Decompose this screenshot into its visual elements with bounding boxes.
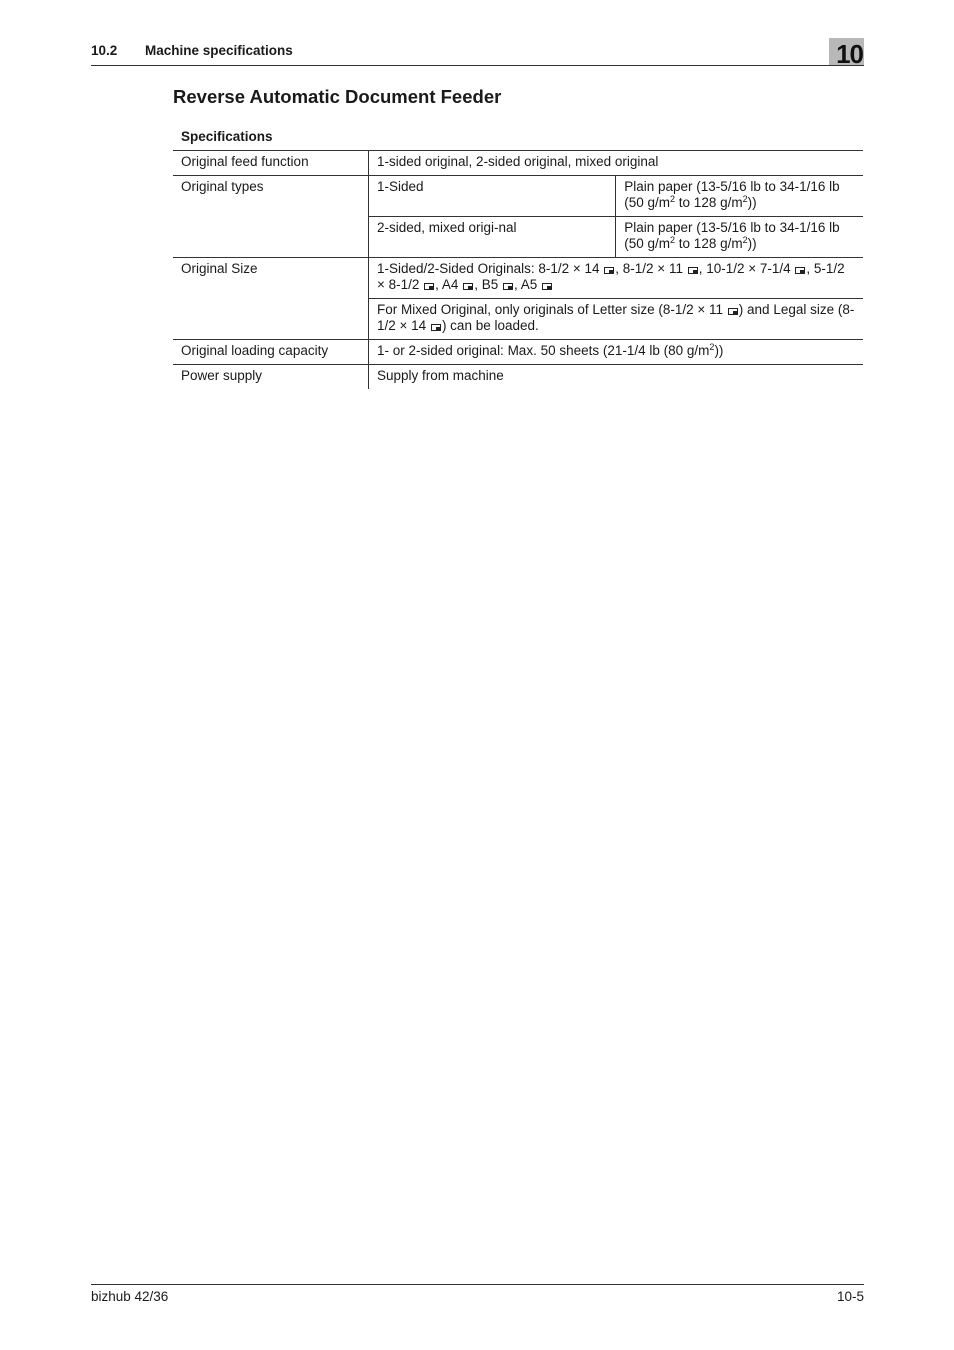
row-sub-label: 2-sided, mixed origi-nal (369, 217, 616, 258)
page-title: Reverse Automatic Document Feeder (173, 86, 502, 107)
row-label: Original loading capacity (173, 340, 369, 365)
table-row (173, 258, 863, 299)
paper-orientation-icon (728, 308, 738, 315)
table-row (173, 365, 863, 390)
row-value: Supply from machine (369, 365, 864, 390)
row-label: Original feed function (173, 151, 369, 176)
specifications-table (173, 150, 863, 389)
row-value: For Mixed Original, only originals of Letter size (8-1/2 × 11 ) and Legal size (8-1/2 × 14 ) can be loaded. (369, 299, 864, 340)
row-value: Plain paper (13-5/16 lb to 34-1/16 lb (50 $g/m^2$ to 128 $g/m^2$)) (616, 217, 863, 258)
page-number: 10-5 (836, 1289, 864, 1304)
paper-orientation-icon (431, 324, 441, 331)
row-label: Original Size (173, 258, 369, 340)
product-name: bizhub 42/36 (91, 1289, 169, 1304)
paper-orientation-icon (503, 283, 513, 290)
table-row (173, 340, 863, 365)
paper-orientation-icon (424, 283, 434, 290)
paper-orientation-icon (604, 267, 614, 274)
row-value: 1- or 2-sided original: Max. 50 sheets (21-1/4 lb (80 $g/m^2$)) (369, 340, 864, 365)
page-header (91, 39, 864, 69)
paper-orientation-icon (795, 267, 805, 274)
section-title: Machine specifications (145, 43, 293, 58)
table-caption: Specifications (181, 129, 273, 144)
chapter-number: 10 (836, 39, 863, 69)
paper-orientation-icon (542, 283, 552, 290)
section-number: 10.2 (91, 43, 118, 58)
paper-orientation-icon (463, 283, 473, 290)
table-row (173, 151, 863, 176)
table-row (173, 176, 863, 217)
row-value: 1-sided original, 2-sided original, mixed original (369, 151, 864, 176)
paper-orientation-icon (688, 267, 698, 274)
row-value: Plain paper (13-5/16 lb to 34-1/16 lb (50 $g/m^2$ to 128 $g/m^2$)) (616, 176, 863, 217)
page-footer (91, 1284, 864, 1307)
row-sub-label: 1-Sided (369, 176, 616, 217)
row-label: Power supply (173, 365, 369, 390)
row-value: 1-Sided/2-Sided Originals: 8-1/2 × 14 , 8-1/2 × 11 , 10-1/2 × 7-1/4 , 5-1/2 × 8-1/2 , A4 , B5 , A5 (369, 258, 864, 299)
row-label: Original types (173, 176, 369, 258)
